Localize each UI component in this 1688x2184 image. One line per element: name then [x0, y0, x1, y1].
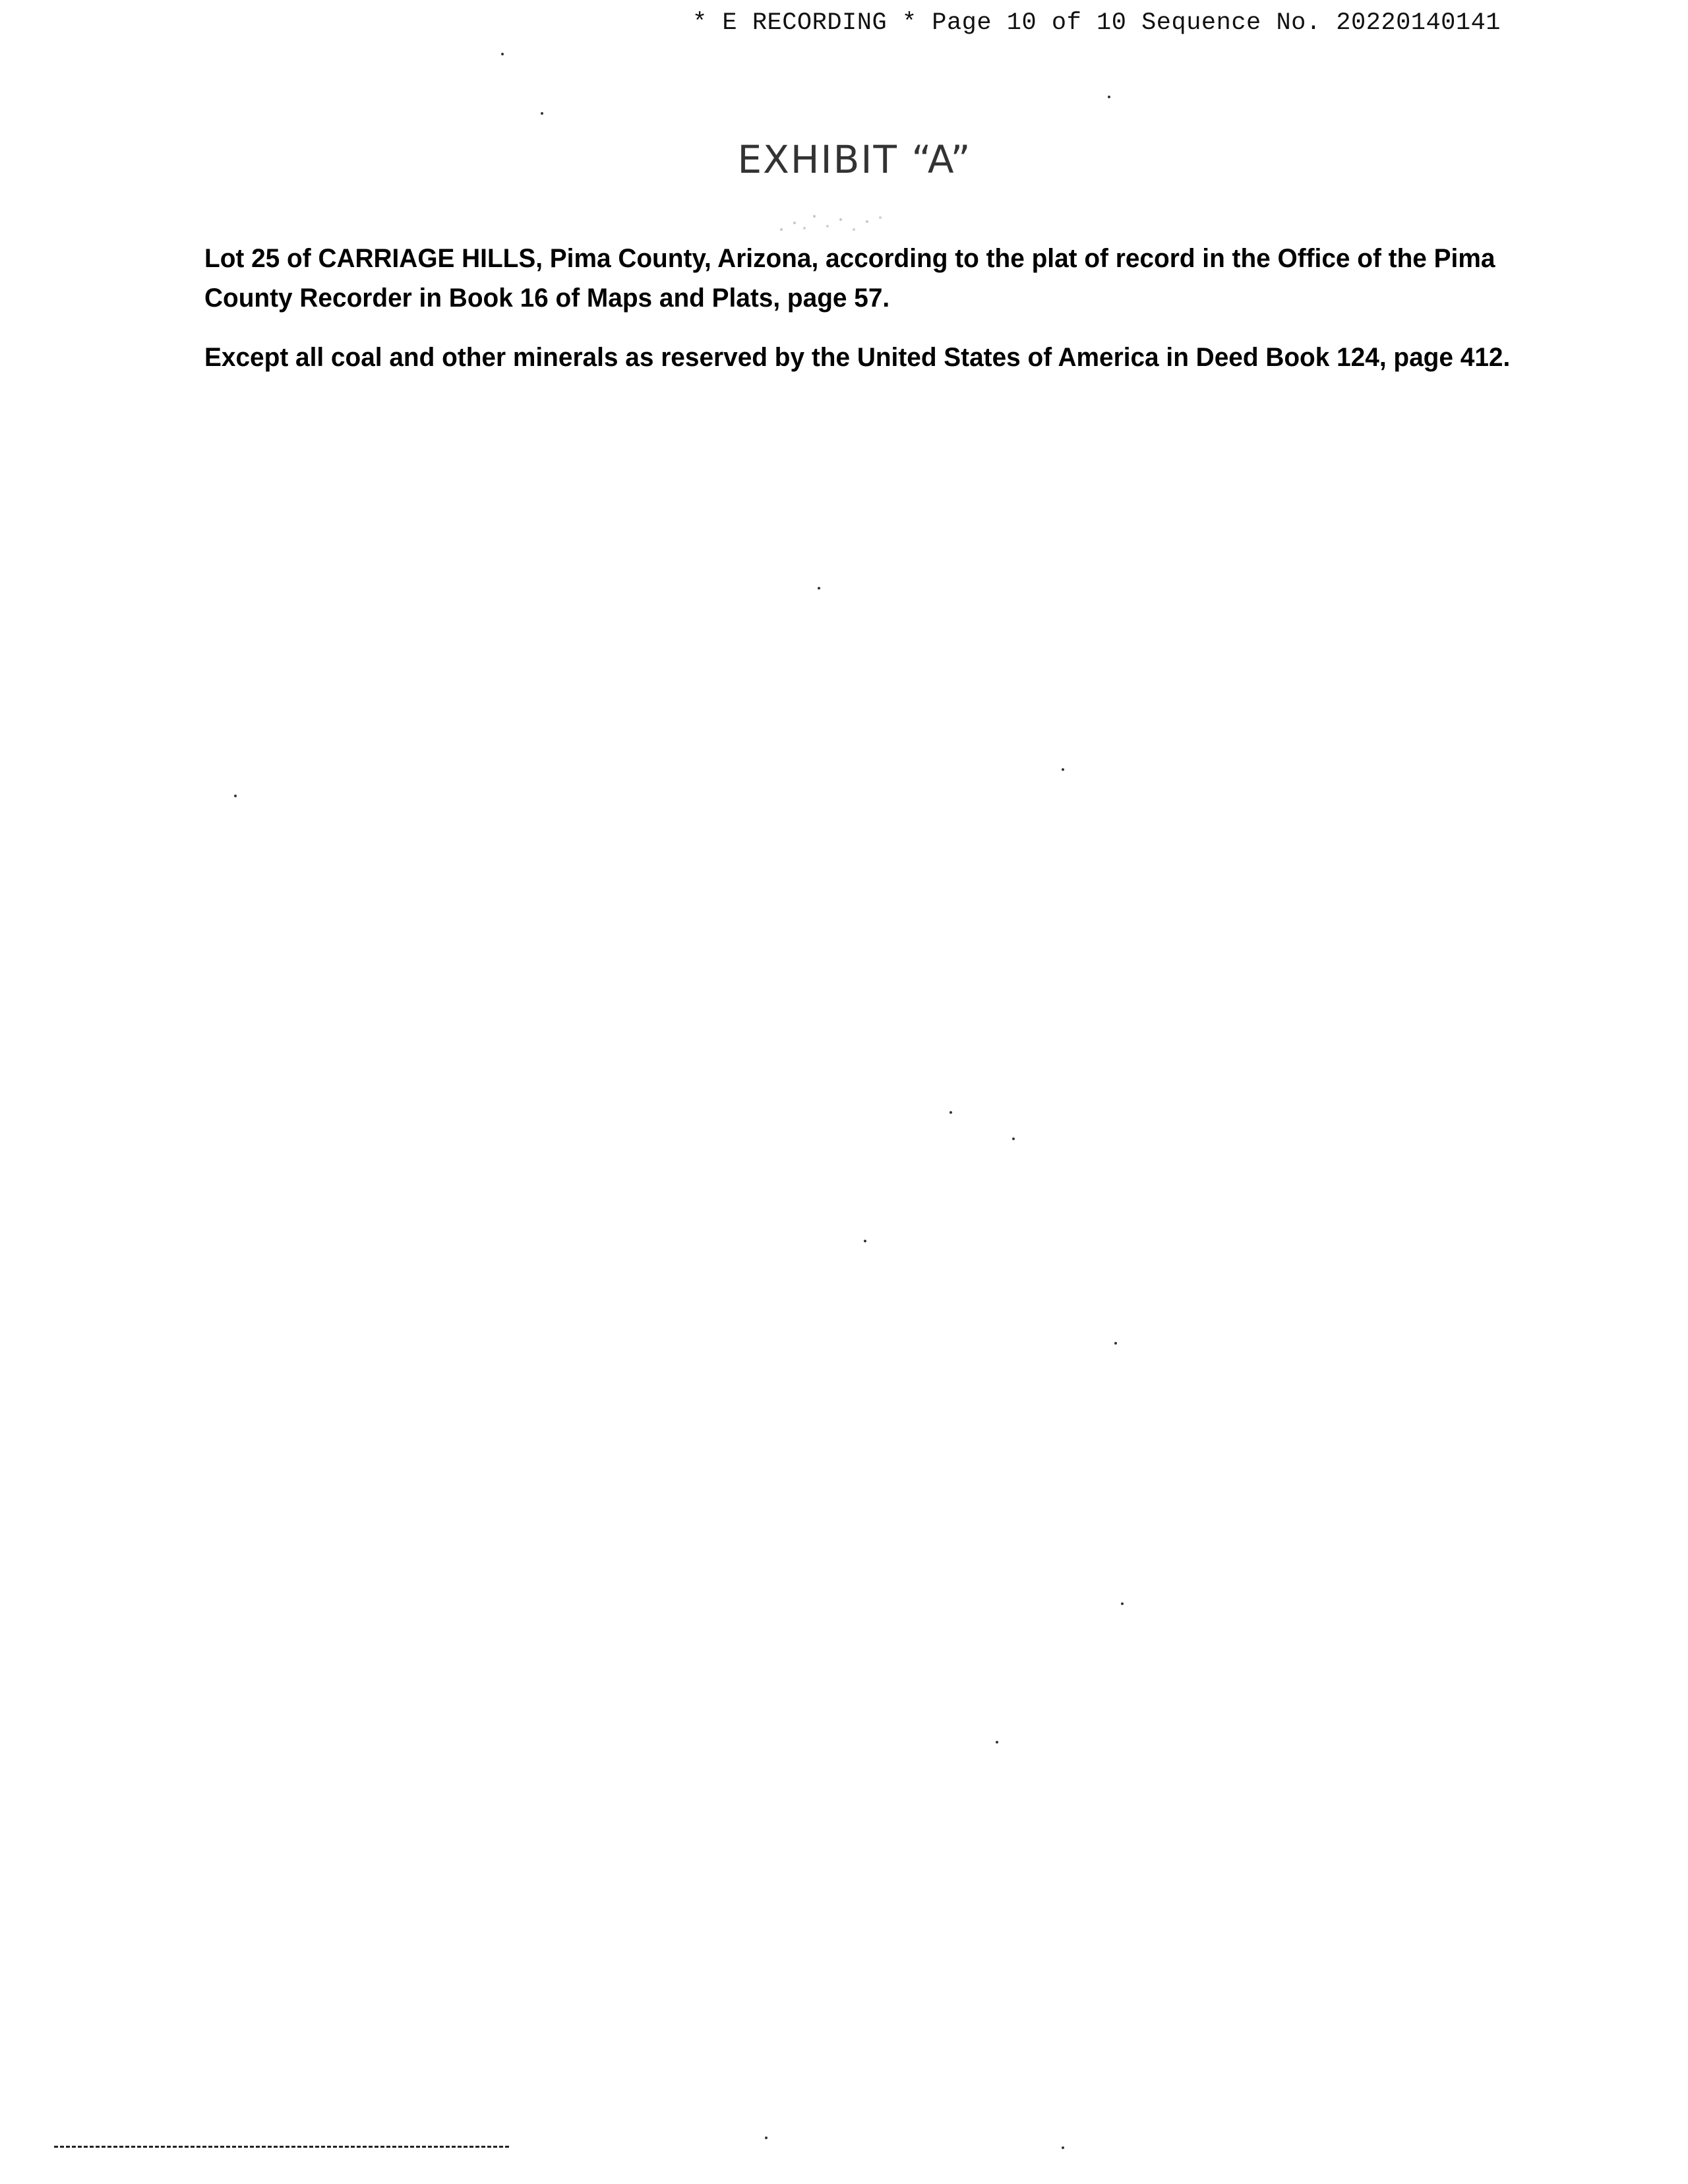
mineral-reservation-paragraph: Except all coal and other minerals as reserved by the United States of America in Deed Book 124, page 412. [204, 343, 1511, 372]
legal-description-paragraph: Lot 25 of CARRIAGE HILLS, Pima County, Arizona, according to the plat of record in the Office of the Pima County Recorder in Book 16 of Maps and Plats, page 57. [204, 244, 1495, 313]
recording-header: * E RECORDING * Page 10 of 10 Sequence No. 20220140141 [692, 9, 1501, 37]
footer-rule [54, 2146, 509, 2148]
stamp-smudge [768, 203, 893, 243]
smudge-mark [768, 203, 893, 243]
exhibit-title: EXHIBIT “A” [737, 137, 972, 182]
